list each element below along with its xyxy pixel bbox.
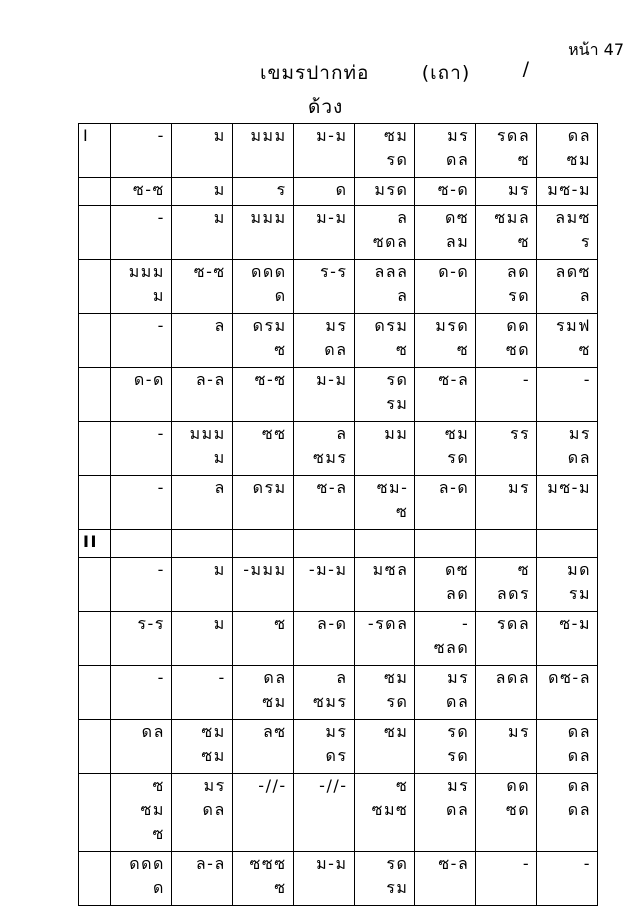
note-cell: ลซ <box>232 720 293 774</box>
note-cell: ลด รด <box>476 260 537 314</box>
note-cell: มม <box>354 422 415 476</box>
note-cell: ล-ด <box>293 612 354 666</box>
note-cell: ด <box>293 178 354 206</box>
section-label-cell <box>79 558 111 612</box>
note-cell: ซ-ล <box>293 476 354 530</box>
note-cell <box>354 530 415 558</box>
note-cell: ดล ดล <box>537 774 598 852</box>
note-cell: ซ-ล <box>415 368 476 422</box>
note-cell: ดล ซม <box>537 124 598 178</box>
note-cell: ซ-ซ <box>171 260 232 314</box>
note-cell: มร <box>476 720 537 774</box>
section-label-cell <box>79 260 111 314</box>
section-label-cell <box>79 314 111 368</box>
section-label-cell <box>79 206 111 260</box>
section-label-cell <box>79 852 111 906</box>
note-cell: - <box>111 206 172 260</box>
note-cell: ซมล ซ <box>476 206 537 260</box>
note-cell: ดล <box>111 720 172 774</box>
note-cell: ม <box>171 558 232 612</box>
notation-row <box>79 368 598 422</box>
note-cell: ซ ซมซ <box>354 774 415 852</box>
note-cell <box>232 530 293 558</box>
note-cell: ร-ร <box>111 612 172 666</box>
section-label-cell: I <box>79 124 111 178</box>
note-cell: ซม รด <box>354 124 415 178</box>
note-cell: มร ดล <box>415 666 476 720</box>
note-cell: ล-ล <box>171 368 232 422</box>
section-label-cell <box>79 666 111 720</box>
section-label-cell: II <box>79 530 111 558</box>
note-cell: ดซ-ล <box>537 666 598 720</box>
notation-row <box>79 852 598 906</box>
notation-row <box>79 314 598 368</box>
notation-row <box>79 558 598 612</box>
note-cell: รด รด <box>415 720 476 774</box>
note-cell: ซซซ ซ <box>232 852 293 906</box>
note-cell: ลลล ล <box>354 260 415 314</box>
note-cell: ดด ซด <box>476 314 537 368</box>
note-cell: - <box>111 124 172 178</box>
note-cell: ดรม ซ <box>354 314 415 368</box>
note-cell: ม <box>171 178 232 206</box>
section-label-cell <box>79 476 111 530</box>
note-cell: มซ-ม <box>537 476 598 530</box>
note-cell <box>171 530 232 558</box>
note-cell: ซ-ด <box>415 178 476 206</box>
note-cell: มมม ม <box>111 260 172 314</box>
note-cell: - <box>111 314 172 368</box>
note-cell: -ม-ม <box>293 558 354 612</box>
note-cell: มซล <box>354 558 415 612</box>
notation-row <box>79 612 598 666</box>
note-cell: รดล <box>476 612 537 666</box>
note-cell: ซ-ล <box>415 852 476 906</box>
note-cell: - <box>111 666 172 720</box>
note-cell <box>537 530 598 558</box>
note-cell <box>415 530 476 558</box>
note-cell: ร <box>232 178 293 206</box>
note-cell: ม <box>171 612 232 666</box>
note-cell: ซม- ซ <box>354 476 415 530</box>
note-cell: มร ดล <box>415 774 476 852</box>
note-cell: มซ-ม <box>537 178 598 206</box>
note-cell: รด รม <box>354 852 415 906</box>
note-cell: รร <box>476 422 537 476</box>
note-cell: -มมม <box>232 558 293 612</box>
note-cell: -รดล <box>354 612 415 666</box>
note-cell: ล ซมร <box>293 666 354 720</box>
note-cell: ซ-ซ <box>232 368 293 422</box>
note-cell: ม-ม <box>293 852 354 906</box>
section-label-cell <box>79 422 111 476</box>
note-cell: ลดซ ล <box>537 260 598 314</box>
notation-row <box>79 206 598 260</box>
note-cell: - <box>111 558 172 612</box>
note-cell: ล <box>171 476 232 530</box>
note-cell: - <box>476 852 537 906</box>
note-cell: - <box>111 476 172 530</box>
notation-row <box>79 720 598 774</box>
note-cell: ล ซมร <box>293 422 354 476</box>
note-cell: มร ดล <box>293 314 354 368</box>
note-cell: มด รม <box>537 558 598 612</box>
note-cell: ม <box>171 124 232 178</box>
note-cell: ซ-ซ <box>111 178 172 206</box>
note-cell: ล ซดล <box>354 206 415 260</box>
section-label-cell <box>79 720 111 774</box>
note-cell: ล-ล <box>171 852 232 906</box>
note-cell: ม-ม <box>293 368 354 422</box>
note-cell: - <box>171 666 232 720</box>
section-label-cell <box>79 368 111 422</box>
notation-row <box>79 774 598 852</box>
note-cell: ม-ม <box>293 124 354 178</box>
note-cell: - <box>537 368 598 422</box>
note-cell: ซม รด <box>354 666 415 720</box>
note-cell <box>293 530 354 558</box>
note-cell: มร <box>476 178 537 206</box>
title-slash: / <box>522 58 530 80</box>
note-cell: ซ ซม ซ <box>111 774 172 852</box>
note-cell: ซ <box>232 612 293 666</box>
note-cell: รดล ซ <box>476 124 537 178</box>
section-label-cell <box>79 774 111 852</box>
note-cell: ซม <box>354 720 415 774</box>
note-cell: ซม รด <box>415 422 476 476</box>
note-cell: ดซ ลด <box>415 558 476 612</box>
note-cell: มรด <box>354 178 415 206</box>
note-cell: ซ-ม <box>537 612 598 666</box>
note-cell: รมฟ ซ <box>537 314 598 368</box>
section-label-cell <box>79 178 111 206</box>
note-cell: มร ดล <box>171 774 232 852</box>
page-number: หน้า 47 <box>568 40 624 59</box>
note-cell: มร ดล <box>537 422 598 476</box>
note-cell: ม <box>171 206 232 260</box>
note-cell: ดล ดล <box>537 720 598 774</box>
note-cell: ดล ซม <box>232 666 293 720</box>
note-cell: - ซลด <box>415 612 476 666</box>
note-cell <box>476 530 537 558</box>
notation-row <box>79 178 598 206</box>
note-cell: ดซ ลม <box>415 206 476 260</box>
note-cell: - <box>476 368 537 422</box>
note-cell: ดรม <box>232 476 293 530</box>
song-title <box>260 58 530 122</box>
notation-row <box>79 124 598 178</box>
note-cell: มรด ซ <box>415 314 476 368</box>
note-cell: ดรม ซ <box>232 314 293 368</box>
note-cell: -//- <box>232 774 293 852</box>
note-cell: มร ดล <box>415 124 476 178</box>
note-cell: - <box>537 852 598 906</box>
note-cell <box>111 530 172 558</box>
note-cell: ลมซ ร <box>537 206 598 260</box>
note-cell: มมม ม <box>171 422 232 476</box>
note-cell: ซ ลดร <box>476 558 537 612</box>
title-subtitle: ด้วง <box>308 96 344 118</box>
note-cell: ดดด ด <box>111 852 172 906</box>
note-cell: ด-ด <box>111 368 172 422</box>
note-cell: รด รม <box>354 368 415 422</box>
note-cell: - <box>111 422 172 476</box>
note-cell: ดดด ด <box>232 260 293 314</box>
notation-row <box>79 260 598 314</box>
note-cell: -//- <box>293 774 354 852</box>
notation-table <box>78 123 598 906</box>
section-label-cell <box>79 612 111 666</box>
section-row <box>79 530 598 558</box>
notation-row <box>79 422 598 476</box>
note-cell: มมม <box>232 206 293 260</box>
note-cell: ซซ <box>232 422 293 476</box>
note-cell: มมม <box>232 124 293 178</box>
note-cell: มร ดร <box>293 720 354 774</box>
note-cell: ร-ร <box>293 260 354 314</box>
note-cell: ซม ซม <box>171 720 232 774</box>
note-cell: ด-ด <box>415 260 476 314</box>
note-cell: มร <box>476 476 537 530</box>
title-name: เขมรปากท่อ <box>260 62 370 84</box>
note-cell: ดด ซด <box>476 774 537 852</box>
notation-row <box>79 476 598 530</box>
title-variant: (เถา) <box>421 62 471 84</box>
note-cell: ล <box>171 314 232 368</box>
note-cell: ลดล <box>476 666 537 720</box>
notation-row <box>79 666 598 720</box>
note-cell: ล-ด <box>415 476 476 530</box>
note-cell: ม-ม <box>293 206 354 260</box>
